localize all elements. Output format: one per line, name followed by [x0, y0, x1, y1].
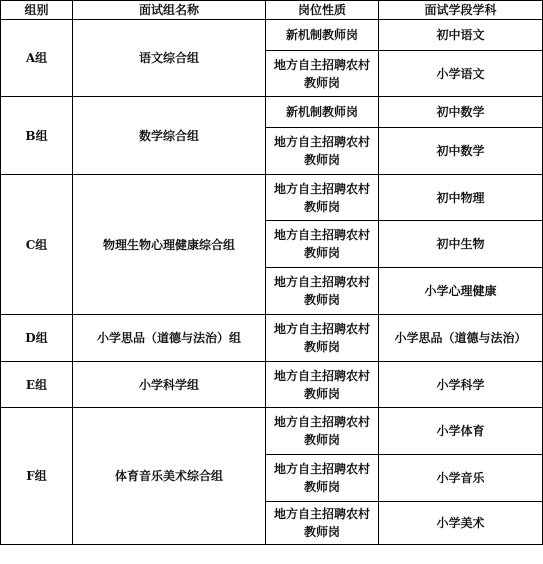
group-id: E组 [1, 362, 73, 408]
position-type: 地方自主招聘农村教师岗 [266, 502, 379, 545]
subject: 初中数学 [379, 97, 543, 128]
group-id: D组 [1, 315, 73, 362]
group-name: 体育音乐美术综合组 [73, 408, 266, 545]
table-row [1, 20, 543, 51]
group-id: F组 [1, 408, 73, 545]
group-name: 数学综合组 [73, 97, 266, 175]
subject: 小学语文 [379, 51, 543, 97]
header-group-id: 组别 [1, 1, 73, 20]
position-type: 地方自主招聘农村教师岗 [266, 268, 379, 315]
subject: 初中数学 [379, 128, 543, 175]
table-row [1, 408, 543, 455]
position-type: 地方自主招聘农村教师岗 [266, 175, 379, 221]
group-id: A组 [1, 20, 73, 97]
header-row [1, 1, 543, 20]
group-name: 小学思品（道德与法治）组 [73, 315, 266, 362]
subject: 小学思品（道德与法治） [379, 315, 543, 362]
table-row [1, 175, 543, 221]
table-row [1, 97, 543, 128]
subject: 小学心理健康 [379, 268, 543, 315]
subject: 小学美术 [379, 502, 543, 545]
subject: 初中生物 [379, 221, 543, 268]
subject: 小学音乐 [379, 455, 543, 502]
header-subject: 面试学段学科 [379, 1, 543, 20]
group-name: 小学科学组 [73, 362, 266, 408]
position-type: 新机制教师岗 [266, 20, 379, 51]
group-id: C组 [1, 175, 73, 315]
group-id: B组 [1, 97, 73, 175]
group-name: 物理生物心理健康综合组 [73, 175, 266, 315]
subject: 初中物理 [379, 175, 543, 221]
subject: 小学体育 [379, 408, 543, 455]
position-type: 地方自主招聘农村教师岗 [266, 51, 379, 97]
header-group-name: 面试组名称 [73, 1, 266, 20]
position-type: 地方自主招聘农村教师岗 [266, 221, 379, 268]
position-type: 新机制教师岗 [266, 97, 379, 128]
table-row [1, 362, 543, 408]
subject: 小学科学 [379, 362, 543, 408]
position-type: 地方自主招聘农村教师岗 [266, 455, 379, 502]
position-type: 地方自主招聘农村教师岗 [266, 315, 379, 362]
position-type: 地方自主招聘农村教师岗 [266, 362, 379, 408]
group-name: 语文综合组 [73, 20, 266, 97]
subject: 初中语文 [379, 20, 543, 51]
table-row [1, 315, 543, 362]
position-type: 地方自主招聘农村教师岗 [266, 408, 379, 455]
position-type: 地方自主招聘农村教师岗 [266, 128, 379, 175]
header-position-type: 岗位性质 [266, 1, 379, 20]
